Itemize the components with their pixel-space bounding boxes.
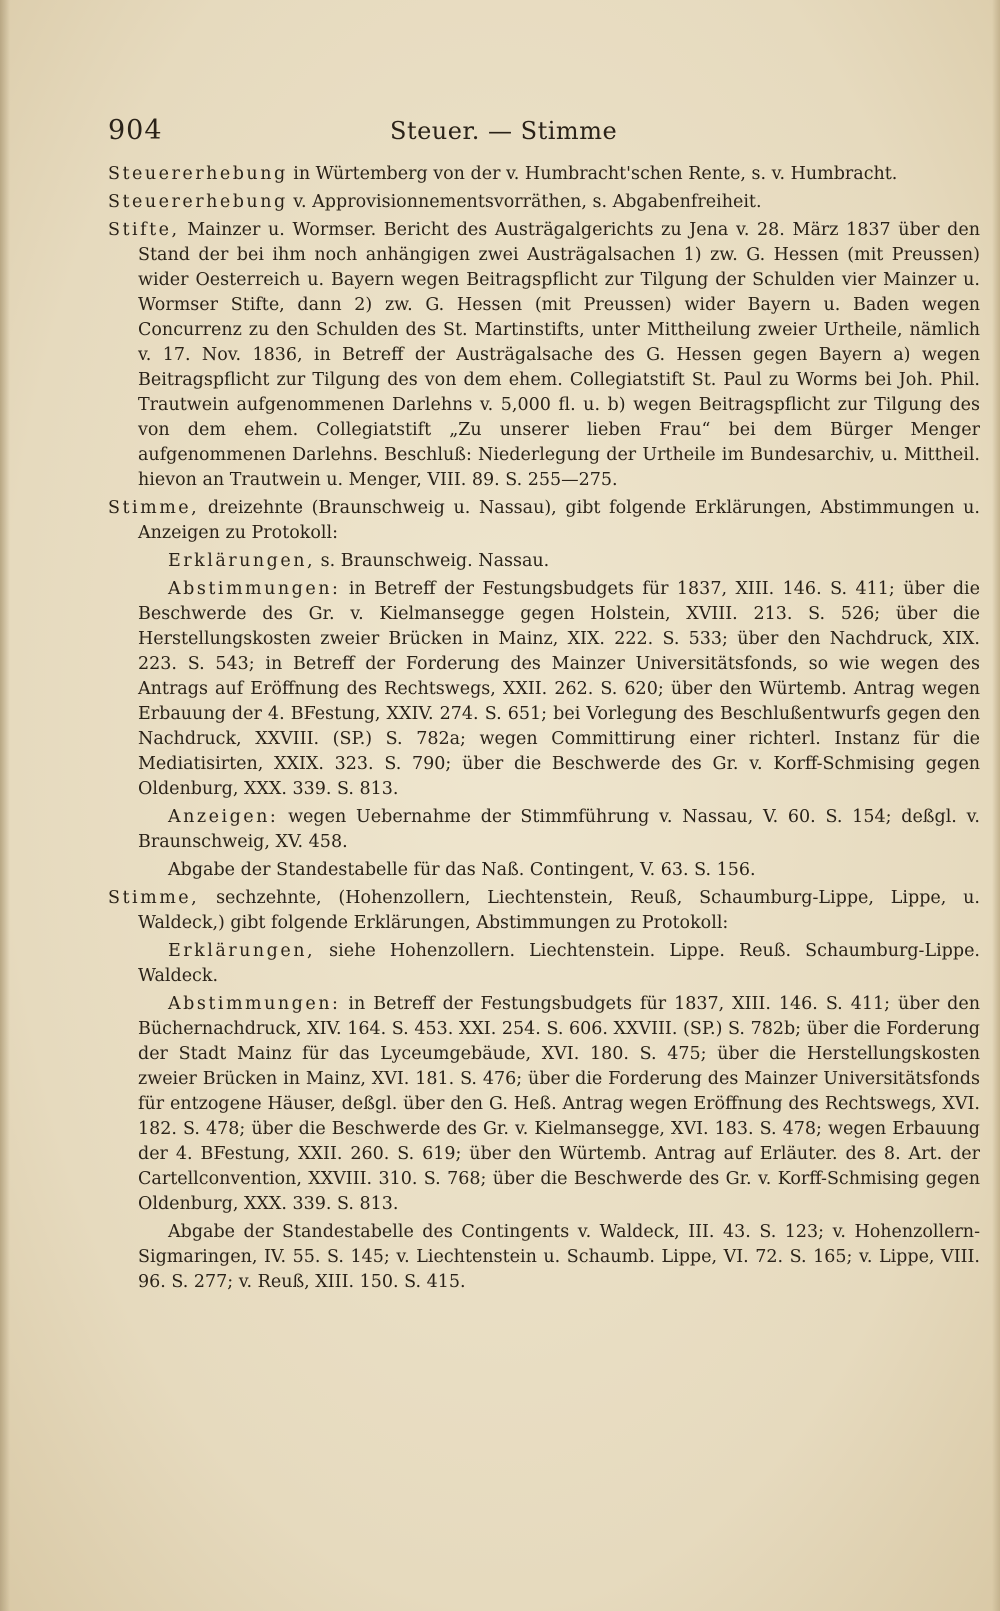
subentry-text: in Betreff der Festungsbudgets für 1837, XIII. 146. S. 411; über den Büchernachdruck, XIV. 164. S. 453. XXI. 254. S. 606. XXVIII. (SP.) S. 782b; über die Forderung der Stadt Mainz für das Lyceumgebäude, XVI. 180. S. 475; über die Herstellungskosten zweier Brücken in Mainz, XVI. 181. S. 476; über die Forderung des Mainzer Universitätsfonds für entzogene Häuser, deßgl. über den G. Heß. Antrag wegen Eröffnung des Rechtswegs, XVI. 182. S. 478; über die Beschwerde des Gr. v. Kielmansegge, XVI. 183. S. 478; wegen Erbauung der 4. BFestung, XXII. 260. S. 619; über den Würtemb. Antrag auf Erläuter. des 8. Art. der Cartellconvention, XXVIII. 310. S. 768; über die Beschwerde des Gr. v. Korff-Schmising gegen Oldenburg, XXX. 339. S. 813. xyxy=(138,994,980,1214)
entry-text: in Würtemberg von der v. Humbracht'schen Rente, s. v. Humbracht. xyxy=(287,164,898,184)
subentry-text: Abgabe der Standestabelle des Contingents v. Waldeck, III. 43. S. 123; v. Hohenzollern-Sigmaringen, IV. 55. S. 145; v. Liechtenstein u. Schaumb. Lippe, VI. 72. S. 165; v. Lippe, VIII. 96. S. 277; v. Reuß, XIII. 150. S. 415. xyxy=(138,1222,980,1292)
subentry-text: wegen Uebernahme der Stimmführung v. Nassau, V. 60. S. 154; deßgl. v. Braunschweig, XV. 458. xyxy=(138,807,980,852)
index-subentry xyxy=(108,1220,980,1295)
entry-text: Mainzer u. Wormser. Bericht des Austrägalgerichts zu Jena v. 28. März 1837 über den Stand der bei ihm noch anhängigen zwei Austrägalsachen 1) zw. G. Hessen (mit Preussen) wider Oesterreich u. Bayern wegen Beitragspflicht zur Tilgung der Schulden vier Mainzer u. Wormser Stifte, dann 2) zw. G. Hessen (mit Preussen) wider Bayern u. Baden wegen Concurrenz zu den Schulden des St. Martinstifts, unter Mittheilung zweier Urtheile, nämlich v. 17. Nov. 1836, in Betreff der Austrägalsache des G. Hessen gegen Bayern a) wegen Beitragspflicht zur Tilgung des von dem ehem. Collegiatstift St. Paul zu Worms bei Joh. Phil. Trautwein aufgenommenen Darlehns v. 5,000 fl. u. b) wegen Beitragspflicht zur Tilgung des von dem ehem. Collegiatstift „Zu unserer lieben Frau“ bei dem Bürger Menger aufgenommenen Darlehns. Beschluß: Niederlegung der Urtheile im Bundesarchiv, u. Mittheil. hievon an Trautwein u. Menger, VIII. 89. S. 255—275. xyxy=(138,220,980,490)
entry-head: Stimme, xyxy=(108,498,200,518)
entry-text: dreizehnte (Braunschweig u. Nassau), gibt folgende Erklärungen, Abstimmungen u. Anzeigen zu Protokoll: xyxy=(138,498,980,543)
index-entry xyxy=(108,190,980,215)
subentry-text: Abgabe der Standestabelle für das Naß. Contingent, V. 63. S. 156. xyxy=(168,860,756,880)
entry-head: Steuererhebung xyxy=(108,164,288,184)
running-head: Steuer. — Stimme xyxy=(390,117,618,145)
subentry-text: s. Braunschweig. Nassau. xyxy=(315,551,550,571)
subentry-head: Erklärungen, xyxy=(168,941,316,961)
entry-head: Stimme, xyxy=(108,888,200,908)
index-subentry xyxy=(108,549,980,574)
entry-head: Steuererhebung xyxy=(108,192,288,212)
page-edge-left xyxy=(0,0,10,1611)
index-entry xyxy=(108,162,980,187)
entry-head: Stifte, xyxy=(108,220,180,240)
page-number: 904 xyxy=(108,115,163,146)
index-subentry xyxy=(108,805,980,855)
index-body xyxy=(108,162,980,1298)
index-subentry xyxy=(108,939,980,989)
entry-text: v. Approvisionnementsvorräthen, s. Abgabenfreiheit. xyxy=(287,192,762,212)
subentry-text: in Betreff der Festungsbudgets für 1837, XIII. 146. S. 411; über die Beschwerde des Gr. v. Kielmansegge gegen Holstein, XVIII. 213. S. 526; über die Herstellungskosten zweier Brücken in Mainz, XIX. 222. S. 533; über den Nachdruck, XIX. 223. S. 543; in Betreff der Forderung des Mainzer Universitätsfonds, so wie wegen des Antrags auf Eröffnung des Rechtswegs, XXII. 262. S. 620; über den Würtemb. Antrag wegen Erbauung der 4. BFestung, XXIV. 274. S. 651; bei Vorlegung des Beschlußentwurfs gegen den Nachdruck, XXVIII. (SP.) S. 782a; wegen Committirung einer richterl. Instanz für die Mediatisirten, XXIX. 323. S. 790; über die Beschwerde des Gr. v. Korff-Schmising gegen Oldenburg, XXX. 339. S. 813. xyxy=(138,579,980,799)
index-entry xyxy=(108,886,980,936)
index-entry xyxy=(108,496,980,546)
index-entry xyxy=(108,218,980,493)
subentry-text: siehe Hohenzollern. Liechtenstein. Lippe. Reuß. Schaumburg-Lippe. Waldeck. xyxy=(138,941,980,986)
page-header xyxy=(108,115,988,155)
page-edge-right xyxy=(992,0,1000,1611)
subentry-head: Abstimmungen: xyxy=(168,994,341,1014)
subentry-head: Erklärungen, xyxy=(168,551,316,571)
index-subentry xyxy=(108,577,980,802)
index-subentry xyxy=(108,992,980,1217)
index-subentry xyxy=(108,858,980,883)
subentry-head: Anzeigen: xyxy=(168,807,279,827)
subentry-head: Abstimmungen: xyxy=(168,579,341,599)
entry-text: sechzehnte, (Hohenzollern, Liechtenstein, Reuß, Schaumburg-Lippe, Lippe, u. Waldeck,) gibt folgende Erklärungen, Abstimmungen zu Protokoll: xyxy=(138,888,980,933)
